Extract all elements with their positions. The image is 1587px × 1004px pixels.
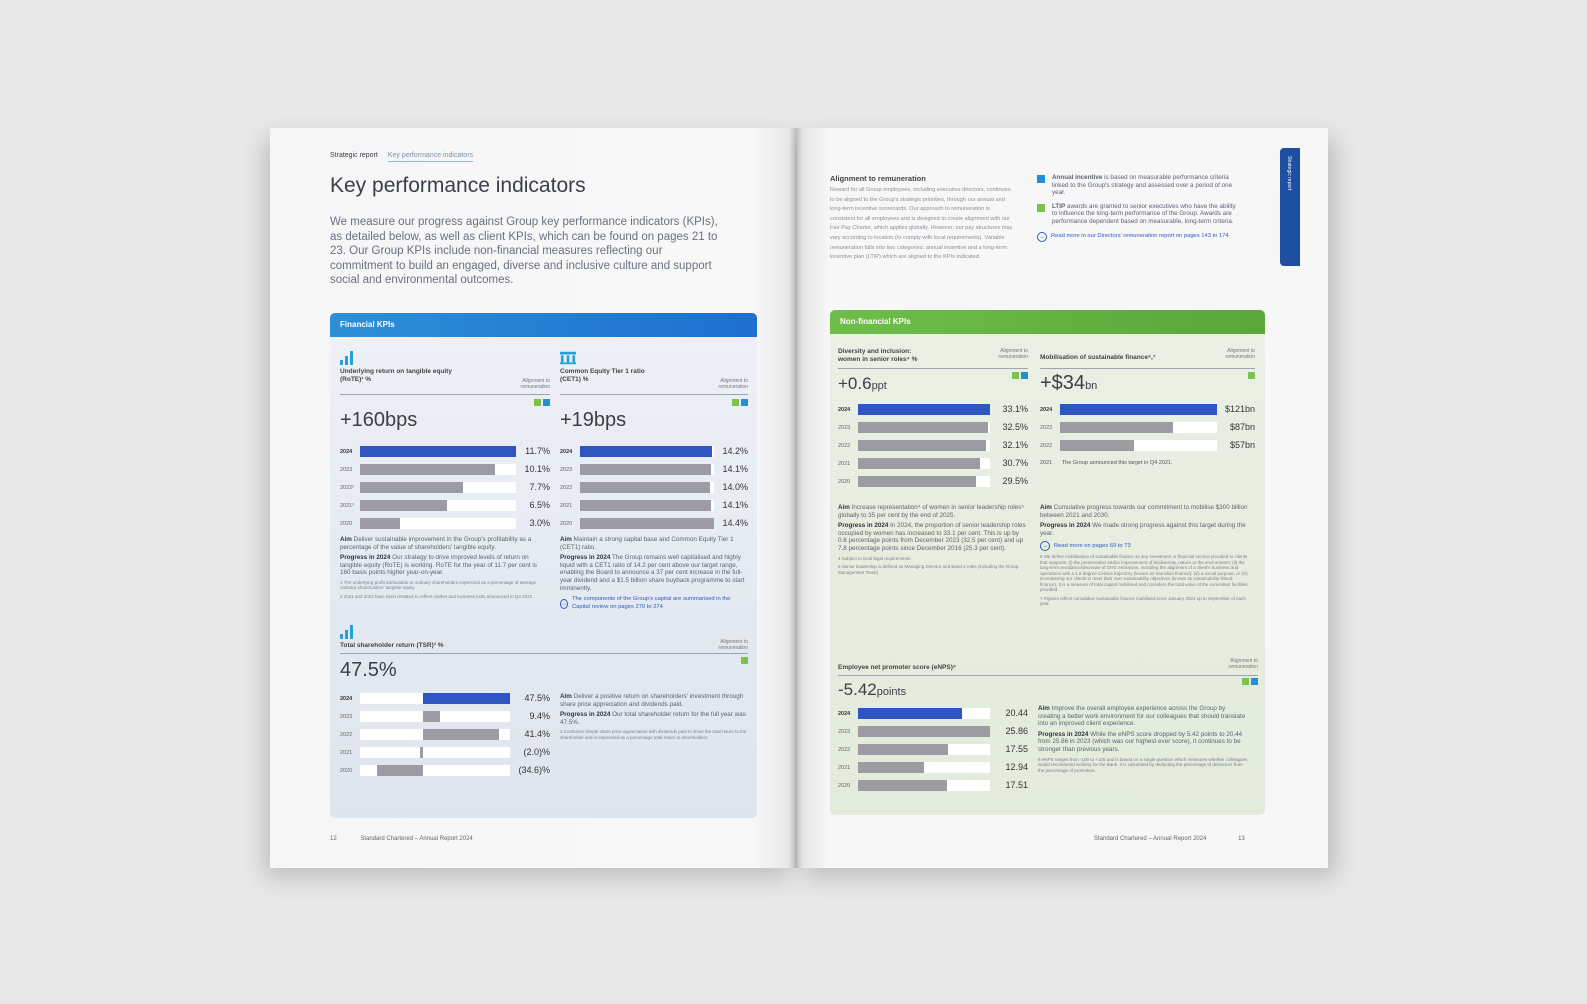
divider [1040, 368, 1255, 369]
bar-value-label: 30.7% [1002, 458, 1028, 468]
bar [1060, 404, 1217, 415]
progress-text: In 2024, the proportion of senior leadership roles occupied by women has increased to 33.1 per cent. This is up by 0.6 percentage points from December 2023 (32.5 per cent) and up 7.8 percentage points since December 2016 (25.3 per cent). [838, 522, 1026, 552]
bar-row [838, 744, 1028, 762]
arrow-right-icon: → [1039, 233, 1045, 240]
enps-bar-chart [838, 708, 1028, 798]
bar [360, 446, 516, 457]
headline-unit: points [876, 686, 907, 698]
remuneration-body: Reward for all Group employees, including executive directors, continues to be aligned to the Group's strategic priorities, through our annual and long-term incentive scorecards. Our approach to remuneration is consistent for all employees and is designed to create alignment with our Fair Pay Charter, which applies globally. However, our pay structures may vary according to location (to comply with local requirements). Variable remuneration falls into two categories: annual incentive and a long-term incentive plan (LTIP) which are aligned to the KPIs indicated. [830, 187, 1013, 261]
non-financial-kpis-panel [830, 310, 1265, 815]
bar-year-label: 2023 [838, 729, 851, 735]
headline-value: +$34 [1040, 372, 1086, 394]
bar-row [340, 729, 550, 747]
year-label: 2021 [1040, 460, 1053, 466]
sustainable-finance-link[interactable] [1040, 541, 1250, 551]
bar-value-label: 7.7% [529, 482, 550, 492]
kpi-label: Common Equity Tier 1 ratio (CET1) % [560, 368, 645, 383]
divider [838, 368, 1028, 369]
bar-value-label: 47.5% [524, 693, 550, 703]
footer-text: Standard Chartered – Annual Report 2024 [360, 836, 473, 842]
bar [858, 476, 976, 487]
bar [360, 518, 400, 529]
legend-term: Annual incentive [1052, 174, 1103, 181]
left-page [270, 128, 795, 868]
aim-text: Improve the overall employee experience across the Group by creating a better work environment for our colleagues that should translate into an improved client experience. [1038, 705, 1246, 728]
bar-year-label: 2021 [838, 461, 851, 467]
progress-text: The Group remains well capitalised and highly liquid with a CET1 ratio of 14.2 per cent above our target range, enabling the Board to announce a 37 per cent increase in the full-year dividend and a $1.5 billion share buyback programme to start imminently. [560, 554, 745, 592]
arrow-right-icon: → [561, 600, 567, 607]
breadcrumb [330, 152, 481, 159]
bar-value-label: 17.55 [1005, 744, 1028, 754]
row-2021 [1040, 460, 1172, 466]
kpi-headline: +19bps [560, 409, 627, 431]
panel-title: Non-financial KPIs [830, 310, 1265, 334]
bar-value-label: 14.1% [722, 500, 748, 510]
ltip-marker [1012, 372, 1019, 379]
bar-row [560, 500, 748, 518]
breadcrumb-kpis[interactable]: Key performance indicators [388, 152, 473, 162]
ltip-marker [1242, 678, 1249, 685]
bar-track [360, 500, 516, 511]
capital-review-link[interactable] [560, 596, 745, 611]
page-footer [1094, 836, 1245, 842]
bar-value-label: 32.1% [1002, 440, 1028, 450]
bar-track [360, 464, 516, 475]
bar-row [560, 482, 748, 500]
panel-title: Financial KPIs [330, 313, 757, 337]
bar-track [858, 726, 990, 737]
kpi-headline [1040, 372, 1097, 395]
bar [858, 422, 988, 433]
bar-value-label: 29.5% [1002, 476, 1028, 486]
bar-year-label: 2023 [340, 714, 353, 720]
headline-unit: ppt [871, 380, 887, 392]
annual-incentive-marker [1251, 678, 1258, 685]
bar [858, 780, 947, 791]
alignment-label: Alignment to remuneration [1225, 348, 1255, 360]
tsr-bar-chart [340, 693, 550, 783]
kpi-sustainable-finance [1040, 348, 1255, 668]
bar [423, 693, 510, 704]
bar-track [858, 458, 990, 469]
kpi-diversity [838, 348, 1028, 648]
right-page [797, 128, 1328, 868]
breadcrumb-strategic-report[interactable]: Strategic report [330, 152, 378, 159]
bar-track [858, 476, 990, 487]
headline-value: +0.6 [838, 374, 872, 393]
bar-row [340, 711, 550, 729]
kpi-enps [838, 658, 1258, 808]
legend-annual-incentive [1037, 174, 1242, 197]
bar-value-label: 14.4% [722, 518, 748, 528]
remuneration-report-link[interactable] [1037, 232, 1242, 242]
footnote: 4 Subject to local legal requirements [838, 555, 911, 561]
aim-text: Deliver a positive return on shareholders' investment through share price appreciation and dividends paid. [560, 693, 744, 708]
bar-year-label: 2023 [838, 425, 851, 431]
bar-track [360, 518, 516, 529]
alignment-squares [534, 399, 550, 406]
ltip-marker [534, 399, 541, 406]
bank-icon-svg [560, 351, 576, 365]
bar-row [340, 446, 550, 464]
kpi-label: Mobilisation of sustainable finance⁶,⁷ [1040, 354, 1156, 361]
annual-incentive-marker [741, 399, 748, 406]
kpi-aim-block: Aim Maintain a strong capital base and Common Equity Tier 1 (CET1) ratio. Progress in 2024 The Group remains well capitalised and highly liquid with a CET1 ratio of 14.2 per cent above our target range, enabling the Board to announce a 37 per cent increase in the full-year dividend and a $1.5 billion share buyback programme to start imminently. → The components of the Group's capital are summarised in the Capital review on pages 270 to 274 [560, 536, 745, 610]
bar-chart-icon [340, 351, 356, 365]
bar [360, 464, 495, 475]
financial-kpis-panel [330, 313, 757, 818]
bar-year-label: 2024 [560, 449, 573, 455]
bar-year-label: 2023 [560, 467, 573, 473]
bar-value-label: (34.6)% [518, 765, 550, 775]
page-number: 12 [330, 836, 337, 842]
bar [580, 464, 711, 475]
kpi-headline [838, 374, 887, 394]
bar-row [1040, 404, 1255, 422]
bar [858, 708, 962, 719]
bar-year-label: 2022² [340, 485, 355, 491]
bar-row [340, 747, 550, 765]
bar-value-label: 3.0% [529, 518, 550, 528]
footnote: 6 We define mobilisation of sustainable finance as any investment or financial service provided to clients that supports: (i) the preservation and/or improvement of biodiversity, nature or the environment; (ii) the long-term avoidance/decrease of GHG emissions, including the alignment of a client's business and operations with a 1.5 degree Celsius trajectory (known as transition finance); (iii) a social purpose; or (iv) incentivising our clients to meet their own sustainability objectives (known as sustainability-linked finance). It is a measure of total capital mobilised and considers the total value of the committed facilities provided. [1040, 554, 1248, 593]
bar-year-label: 2021 [838, 765, 851, 771]
alignment-label: Alignment to remuneration [1228, 658, 1258, 670]
ltip-marker [732, 399, 739, 406]
bar-year-label: 2020 [340, 521, 353, 527]
bar-chart-icon [340, 625, 356, 639]
kpi-label: Diversity and inclusion: women in senior roles⁴ % [838, 348, 918, 363]
kpi-aim-block: Aim Deliver a positive return on shareholders' investment through share price appreciation and dividends paid. Progress in 2024 Our total shareholder return for the full year was 47.5%. 3 Combines simple share price appreciation with dividends paid to show the total return to the shareholder and is expressed as a percentage total return to shareholders [560, 693, 747, 740]
bar [423, 711, 440, 722]
bar-value-label: 20.44 [1005, 708, 1028, 718]
book-gutter [789, 128, 803, 868]
bar-row [340, 765, 550, 783]
bar-row [1040, 440, 1255, 458]
alignment-squares [741, 657, 748, 664]
bar-year-label: 2023 [340, 467, 353, 473]
report-spread [270, 128, 1328, 868]
bar [580, 446, 712, 457]
bar-year-label: 2022 [838, 747, 851, 753]
footnote: 5 Senior leadership is defined as Managing Director and Band 4 roles (including the Group Management Team) [838, 564, 1019, 575]
bar [858, 762, 924, 773]
bar-track [858, 744, 990, 755]
bar [360, 500, 447, 511]
bar-track [858, 780, 990, 791]
bar-value-label: 11.7% [525, 446, 550, 456]
ltip-marker [741, 657, 748, 664]
bar-year-label: 2020 [560, 521, 573, 527]
bar-row [838, 440, 1028, 458]
bar-track [360, 446, 516, 457]
bar [580, 482, 710, 493]
bar-row [340, 500, 550, 518]
headline-unit: bn [1085, 380, 1098, 392]
bar [858, 440, 986, 451]
kpi-headline [838, 680, 906, 700]
bar [858, 404, 990, 415]
bar-value-label: 33.1% [1002, 404, 1028, 414]
bar-track [360, 747, 510, 758]
footnote: 8 eNPS ranges from -100 to +100 and is based on a single question which measures whether colleagues would recommend working for the Bank. It is calculated by deducting the percentage of detractors from the percentage of promoters. [1038, 756, 1248, 773]
diversity-bar-chart [838, 404, 1028, 494]
link-text: The components of the Group's capital are summarised in the Capital review on pages 270 to 274 [572, 596, 731, 610]
bar-row [340, 518, 550, 536]
bar-value-label: 41.4% [524, 729, 550, 739]
progress-text: While the eNPS score dropped by 5.42 points to 20.44 from 25.86 in 2023 (which was our highest ever score), it continues to be stronger than previous years. [1038, 730, 1243, 753]
page-footer [330, 836, 473, 842]
legend-ltip [1037, 203, 1242, 226]
bar-row [560, 518, 748, 536]
bar-track [360, 482, 516, 493]
bar-row [1040, 422, 1255, 440]
bar-value-label: 12.94 [1005, 762, 1028, 772]
kpi-aim-block: Aim Cumulative progress towards our commitment to mobilise $300 billion between 2021 and 2030. Progress in 2024 We made strong progress against this target during the year. → Read more on pages 69 to 73 6 We define mobilisation of sustainable finance as any investment or financial service provided to clients that supports: (i) the preservation and/or improvement of biodiversity, nature or the environment; (ii) the long-term avoidance/decrease of GHG emissions, including the alignment of a client's business and operations with a 1.5 degree Celsius trajectory (known as transition finance); (iii) a social purpose; or (iv) incentivising our clients to meet their own sustainability objectives (known as sustainability-linked finance). It is a measure of total capital mobilised and considers the total value of the committed facilities provided. 7 Figures reflect cumulative sustainable finance mobilised since January 2021 up to September of each year. [1040, 504, 1250, 607]
bar-year-label: 2021 [340, 750, 353, 756]
divider [340, 394, 550, 395]
bank-icon [560, 351, 576, 365]
bar-value-label: 25.86 [1005, 726, 1028, 736]
aim-text: Maintain a strong capital base and Common Equity Tier 1 (CET1) ratio. [560, 536, 734, 551]
bar-row [838, 726, 1028, 744]
bar-value-label: $121bn [1224, 404, 1255, 414]
bar [580, 500, 711, 511]
divider [560, 394, 748, 395]
bar-row [838, 476, 1028, 494]
bar-row [838, 458, 1028, 476]
annual-incentive-marker [1021, 372, 1028, 379]
footnote: 3 Combines simple share price appreciation with dividends paid to show the total return to the shareholder and is expressed as a percentage total return to shareholders [560, 729, 747, 740]
row-2021-text: The Group announced this target in Q4 2021. [1061, 460, 1173, 466]
alignment-label: Alignment to remuneration [998, 348, 1028, 360]
bar-track [858, 708, 990, 719]
bar-year-label: 2023 [1040, 425, 1053, 431]
bar-year-label: 2021² [340, 503, 355, 509]
bar-value-label: $57bn [1229, 440, 1255, 450]
bar-row [560, 464, 748, 482]
aim-text: Cumulative progress towards our commitment to mobilise $300 billion between 2021 and 2030. [1040, 504, 1248, 519]
bar-value-label: $87bn [1229, 422, 1255, 432]
aim-text: Increase representation⁴ of women in senior leadership roles⁵ globally to 35 per cent by the end of 2025. [838, 504, 1024, 519]
arrow-right-icon: → [1042, 543, 1048, 550]
section-side-tab[interactable] [1280, 148, 1300, 266]
bar-year-label: 2022 [1040, 443, 1053, 449]
bar-value-label: 17.51 [1005, 780, 1028, 790]
bar-track [360, 711, 510, 722]
bar [858, 744, 948, 755]
link-text: Read more on pages 69 to 73 [1054, 542, 1131, 549]
bar [1060, 422, 1173, 433]
kpi-headline: 47.5% [340, 659, 397, 681]
page-number: 13 [1238, 836, 1245, 842]
bar-row [838, 780, 1028, 798]
bar-year-label: 2020 [838, 479, 851, 485]
bar-year-label: 2024 [340, 449, 353, 455]
bar-year-label: 2024 [1040, 407, 1053, 413]
bar-track [858, 404, 990, 415]
kpi-headline: +160bps [340, 409, 418, 431]
bar-track [580, 500, 714, 511]
bar-track [858, 440, 990, 451]
bar [1060, 440, 1134, 451]
bar-row [340, 482, 550, 500]
bar-value-label: 32.5% [1002, 422, 1028, 432]
kpi-label: Underlying return on tangible equity (RoTE)¹ % [340, 368, 452, 383]
footer-text: Standard Chartered – Annual Report 2024 [1094, 836, 1207, 842]
bar-value-label: 14.2% [722, 446, 748, 456]
alignment-label: Alignment to remuneration [520, 378, 550, 390]
bar-track [1060, 422, 1217, 433]
cet1-bar-chart [560, 446, 748, 536]
alignment-squares [1012, 372, 1028, 379]
bar-track [858, 762, 990, 773]
footnote: 2 2021 and 2022 have been restated to reflect market and business exits announced in Q4 2022 [340, 593, 533, 599]
bar-year-label: 2024 [838, 407, 851, 413]
ltip-marker [1248, 372, 1255, 379]
finance-bar-chart [1040, 404, 1255, 458]
aim-text: Deliver sustainable improvement in the Group's profitability as a percentage of the value of shareholders' tangible equity. [340, 536, 532, 551]
alignment-label: Alignment to remuneration [718, 639, 748, 651]
legend-text: is based on measurable performance criteria linked to the Group's strategy and assessed over a period of one year. [1052, 174, 1233, 197]
remuneration-legend [1037, 174, 1242, 242]
bar-value-label: 6.5% [529, 500, 550, 510]
bar-track [580, 464, 714, 475]
bar-year-label: 2022 [838, 443, 851, 449]
kpi-label: Total shareholder return (TSR)³ % [340, 642, 444, 649]
bar [580, 518, 714, 529]
side-tab-label: Strategic report [1286, 156, 1292, 191]
headline-value: -5.42 [838, 680, 877, 699]
bar-year-label: 2022 [560, 485, 573, 491]
progress-text: Our total shareholder return for the full year was 47.5%. [560, 711, 746, 726]
bar-track [360, 765, 510, 776]
bar-track [858, 422, 990, 433]
bar [858, 458, 980, 469]
kpi-rote [340, 351, 550, 611]
alignment-squares [1248, 372, 1255, 379]
bar-year-label: 2024 [838, 711, 851, 717]
remuneration-title: Alignment to remuneration [830, 174, 926, 183]
bar-track [360, 693, 510, 704]
blue-square-icon [1037, 175, 1045, 183]
bar-row [838, 762, 1028, 780]
annual-incentive-marker [543, 399, 550, 406]
progress-text: We made strong progress against this target during the year. [1040, 522, 1246, 537]
bar [420, 747, 423, 758]
bar-year-label: 2024 [340, 696, 353, 702]
alignment-label: Alignment to remuneration [718, 378, 748, 390]
kpi-aim-block: Aim Increase representation⁴ of women in senior leadership roles⁵ globally to 35 per cent by the end of 2025. Progress in 2024 In 2024, the proportion of senior leadership roles occupied by women has increased to 33.1 per cent. This is up by 0.6 percentage points from December 2023 (32.5 per cent) and up 7.8 percentage points since December 2016 (25.3 per cent). 4 Subject to local legal requirements 5 Senior leadership is defined as Managing Director and Band 4 roles (including the Group Management Team) [838, 504, 1028, 575]
divider [838, 675, 1258, 676]
bar-track [1060, 440, 1217, 451]
footnote: 7 Figures reflect cumulative sustainable finance mobilised since January 2021 up to September of each year. [1040, 595, 1246, 607]
green-square-icon [1037, 204, 1045, 212]
bar-track [1060, 404, 1217, 415]
bar-value-label: 14.0% [722, 482, 748, 492]
bar [423, 729, 499, 740]
bar-year-label: 2020 [838, 783, 851, 789]
bar-row [838, 708, 1028, 726]
bar-value-label: 10.1% [524, 464, 550, 474]
kpi-aim-block: Aim Deliver sustainable improvement in the Group's profitability as a percentage of the value of shareholders' tangible equity. Progress in 2024 Our strategy to drive improved levels of return on tangible equity (RoTE) is working. RoTE for the year of 11.7 per cent is 160 basis points higher year-on-year. 1 The underlying profit attributable to ordinary shareholders expressed as a percentage of average ordinary shareholders' tangible equity 2 2021 and 2022 have been restated to reflect market and business exits announced in Q4 2022 [340, 536, 545, 599]
kpi-tsr [340, 625, 748, 805]
footnote: 1 The underlying profit attributable to ordinary shareholders expressed as a percentage of average ordinary shareholders' tangible equity [340, 579, 537, 591]
kpi-label: Employee net promoter score (eNPS)⁸ [838, 664, 956, 671]
intro-paragraph: We measure our progress against Group key performance indicators (KPIs), as detailed below, as well as client KPIs, which can be found on pages 21 to 23. Our Group KPIs include non-financial measures reflecting our commitment to build an engaged, diverse and inclusive culture and support social and environmental outcomes. [330, 216, 718, 286]
bar-year-label: 2020 [340, 768, 353, 774]
bar-row [340, 464, 550, 482]
legend-term: LTIP [1052, 202, 1066, 210]
kpi-cet1 [560, 351, 748, 611]
bar-value-label: 14.1% [722, 464, 748, 474]
bar-track [580, 482, 714, 493]
progress-text: Our strategy to drive improved levels of return on tangible equity (RoTE) is working. RoTE for the year of 11.7 per cent is 160 basis points higher year-on-year. [340, 554, 537, 577]
bar-year-label: 2022 [340, 732, 353, 738]
divider [340, 653, 748, 654]
alignment-squares [1242, 678, 1258, 685]
page-title: Key performance indicators [330, 174, 586, 197]
rote-bar-chart [340, 446, 550, 536]
bar-row [560, 446, 748, 464]
bar-track [580, 446, 714, 457]
link-text: Read more in our Directors' remuneration report on pages 143 to 174 [1051, 232, 1229, 239]
bar-value-label: 9.4% [529, 711, 550, 721]
bar [360, 482, 463, 493]
bar-year-label: 2021 [560, 503, 573, 509]
bar-track [360, 729, 510, 740]
bar-row [340, 693, 550, 711]
kpi-aim-block: Aim Improve the overall employee experience across the Group by creating a better work environment for our colleagues that should translate into an improved client experience. Progress in 2024 While the eNPS score dropped by 5.42 points to 20.44 from 25.86 in 2023 (which was our highest ever score), it continues to be stronger than previous years. 8 eNPS ranges from -100 to +100 and is based on a single question which measures whether colleagues would recommend working for the Bank. It is calculated by deducting the percentage of detractors from the percentage of promoters. [1038, 705, 1248, 773]
alignment-squares [732, 399, 748, 406]
bar [858, 726, 990, 737]
bar-track [580, 518, 714, 529]
legend-text: awards are granted to senior executives who have the ability to influence the long-term performance of the Group. Awards are performance dependent based on measurable, long-term criteria. [1052, 202, 1236, 225]
bar-value-label: (2.0)% [523, 747, 550, 757]
bar [377, 765, 423, 776]
bar-row [838, 422, 1028, 440]
bar-row [838, 404, 1028, 422]
